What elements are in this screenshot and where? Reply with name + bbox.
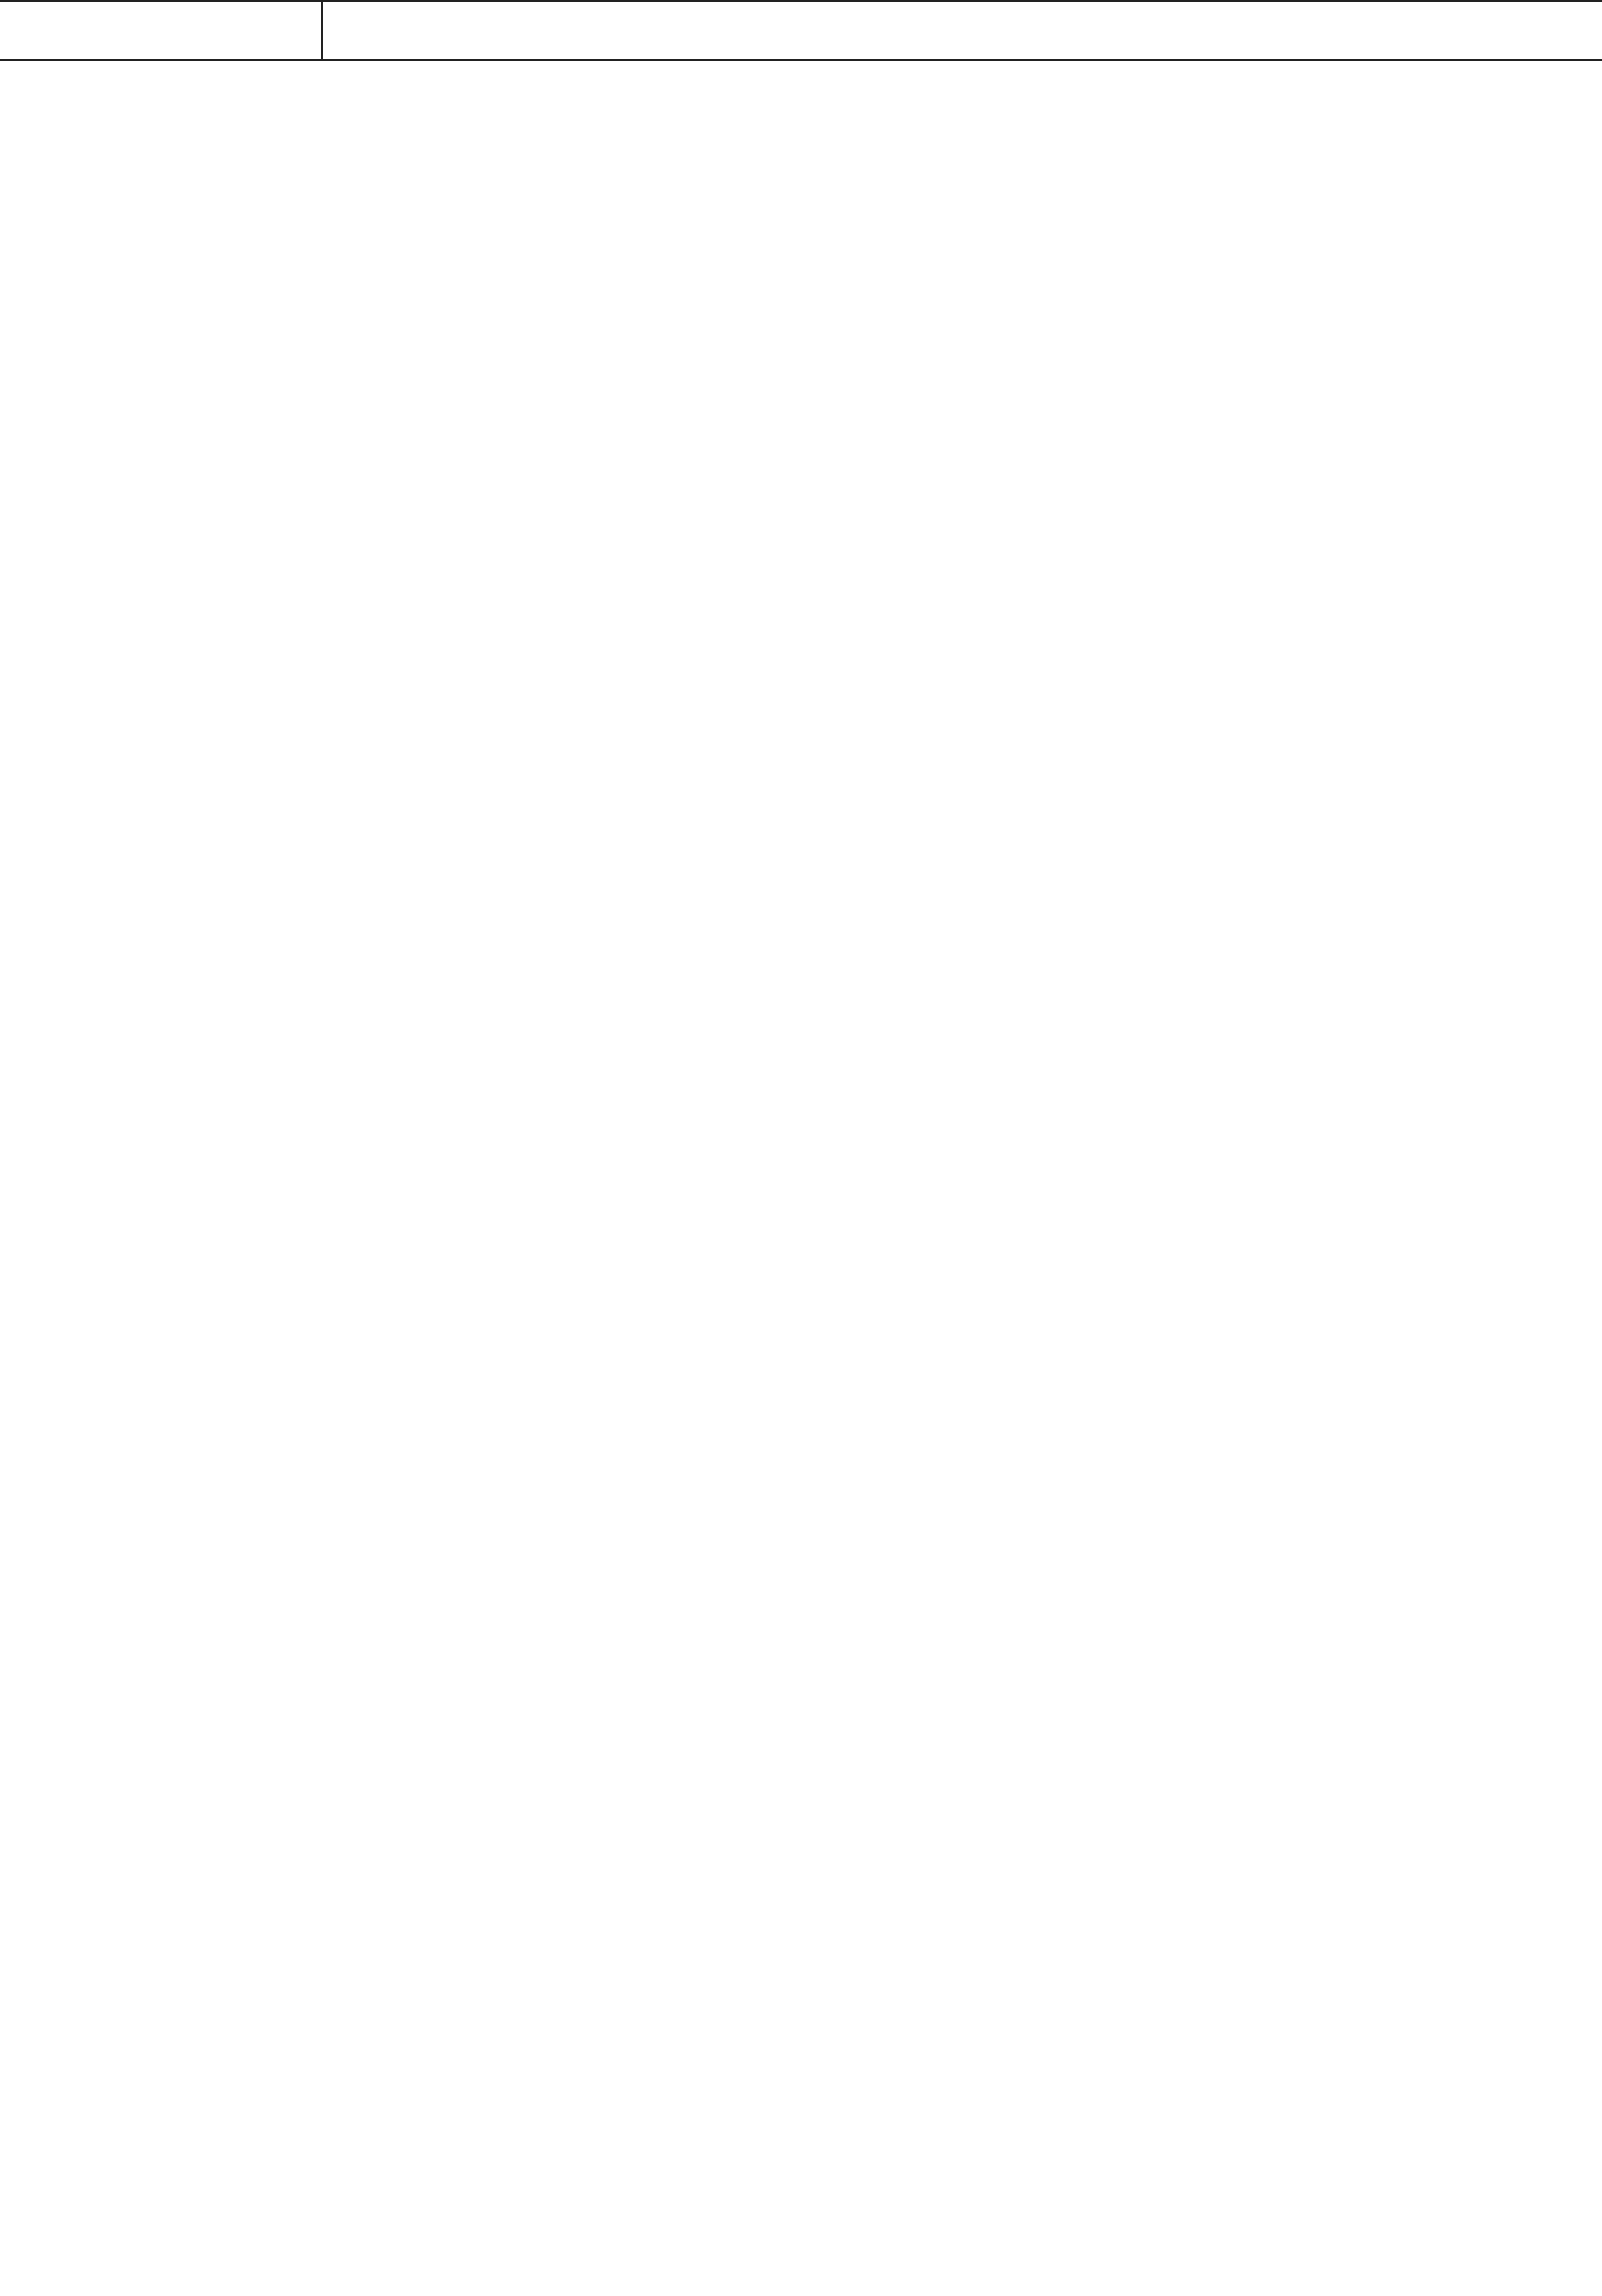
table-header [0, 0, 1602, 61]
header-field [0, 2, 323, 59]
header-content [323, 2, 1602, 59]
